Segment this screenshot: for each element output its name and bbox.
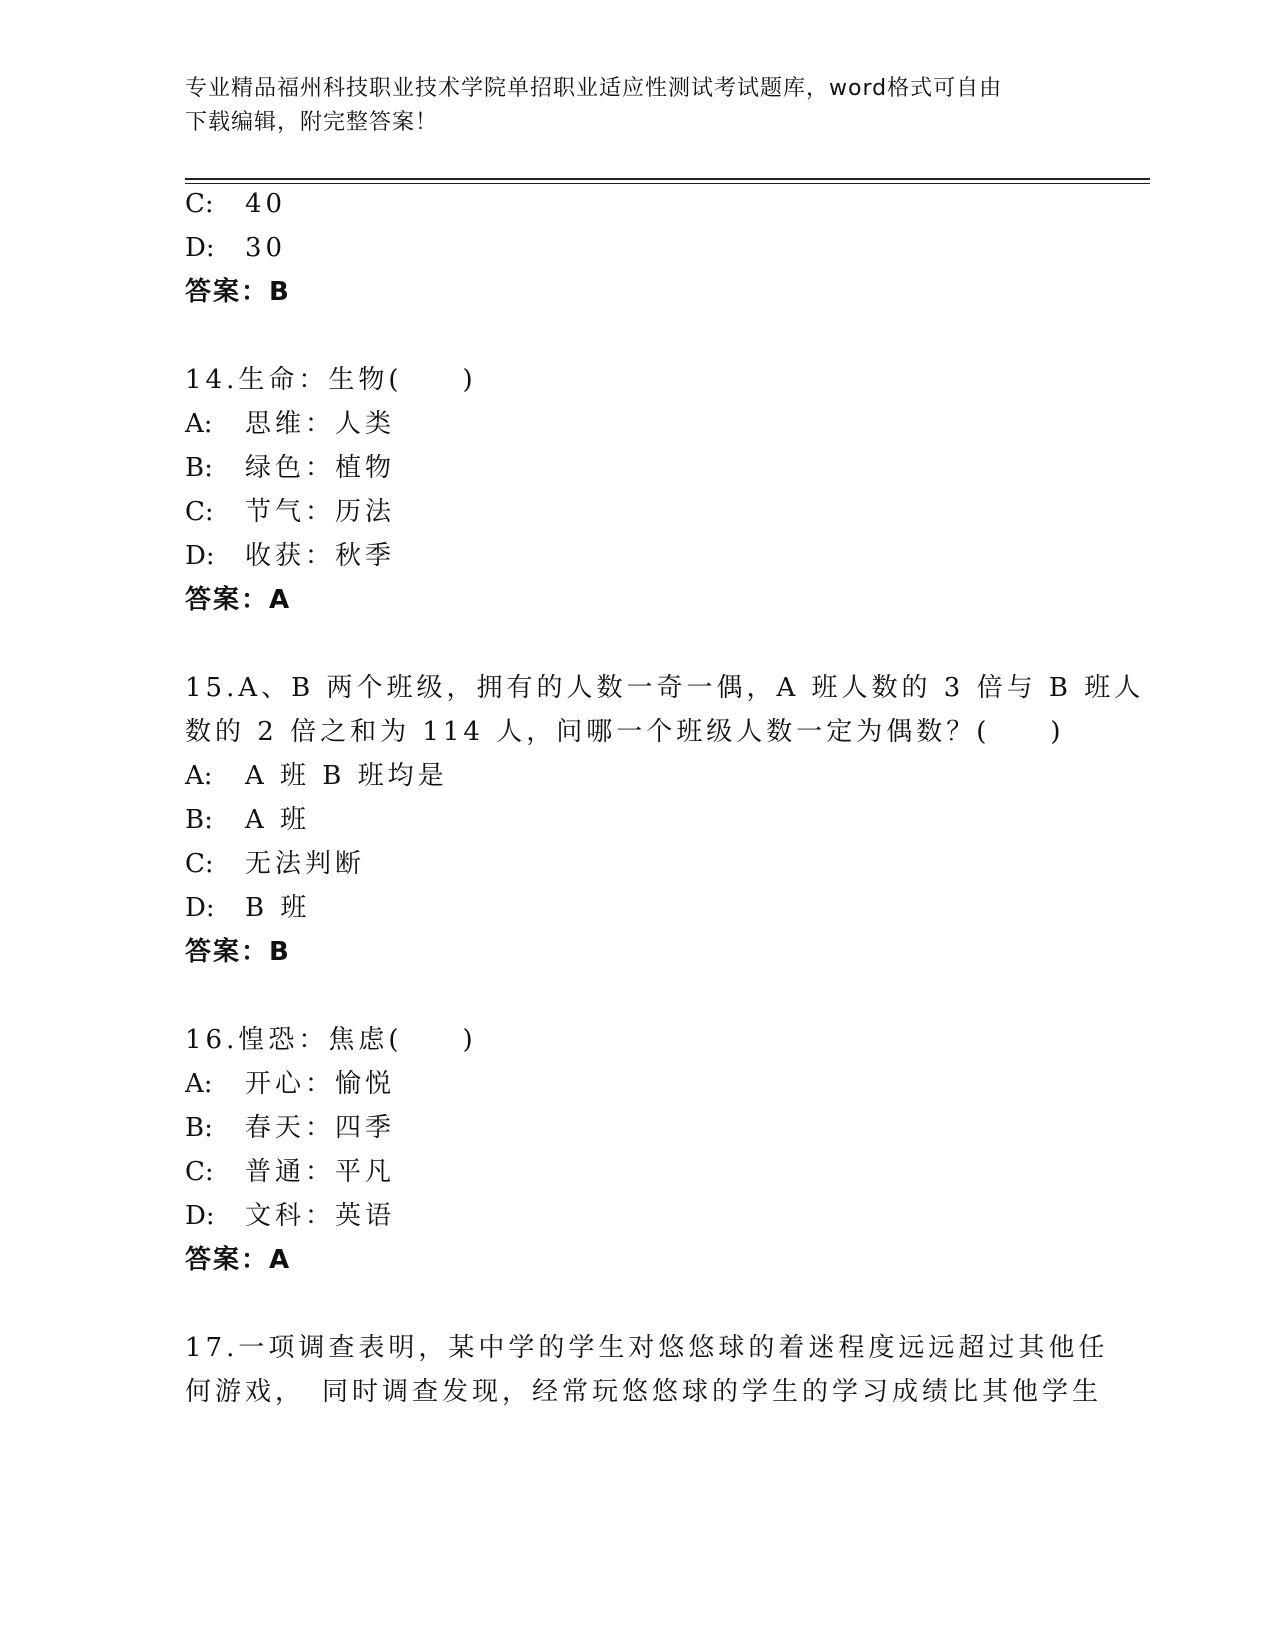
question-15-stem-line-2: 数的 2 倍之和为 114 人，问哪一个班级人数一定为偶数？( ) [185,717,1065,747]
option-d: D: 收获：秋季 [185,541,396,571]
answer: 答案：A [185,1245,292,1275]
option-d: D: 30 [185,233,287,263]
option-b: B: 绿色：植物 [185,453,396,483]
header-rule-thick [185,178,1150,180]
option-b: B: A 班 [185,805,311,835]
header-line-1: 专业精品福州科技职业技术学院单招职业适应性测试考试题库，word格式可自由 [185,76,1003,101]
option-b: B: 春天：四季 [185,1113,396,1143]
option-d: D: B 班 [185,893,311,923]
option-d: D: 文科：英语 [185,1201,396,1231]
option-c: C: 40 [185,189,287,219]
header-line-2: 下载编辑，附完整答案！ [185,110,439,135]
answer: 答案：A [185,585,292,615]
option-a: A: 开心：愉悦 [185,1069,396,1099]
page-header [185,72,1085,140]
question-17-stem-line-1: 17.一项调查表明，某中学的学生对悠悠球的着迷程度远远超过其他任 [185,1333,1109,1363]
option-a: A: A 班 B 班均是 [185,761,448,791]
header-rule-thin [185,183,1150,184]
option-a: A: 思维：人类 [185,409,396,439]
option-c: C: 节气：历法 [185,497,396,527]
answer: 答案：B [185,277,291,307]
question-17-stem-line-2: 何游戏， 同时调查发现，经常玩悠悠球的学生的学习成绩比其他学生 [185,1377,1103,1407]
question-15-stem-line-1: 15.A、B 两个班级，拥有的人数一奇一偶，A 班人数的 3 倍与 B 班人 [185,673,1145,703]
answer: 答案：B [185,937,291,967]
option-c: C: 无法判断 [185,849,366,879]
question-14-stem: 14.生命：生物( ) [185,365,477,395]
option-c: C: 普通：平凡 [185,1157,396,1187]
question-16-stem: 16.惶恐：焦虑( ) [185,1025,477,1055]
